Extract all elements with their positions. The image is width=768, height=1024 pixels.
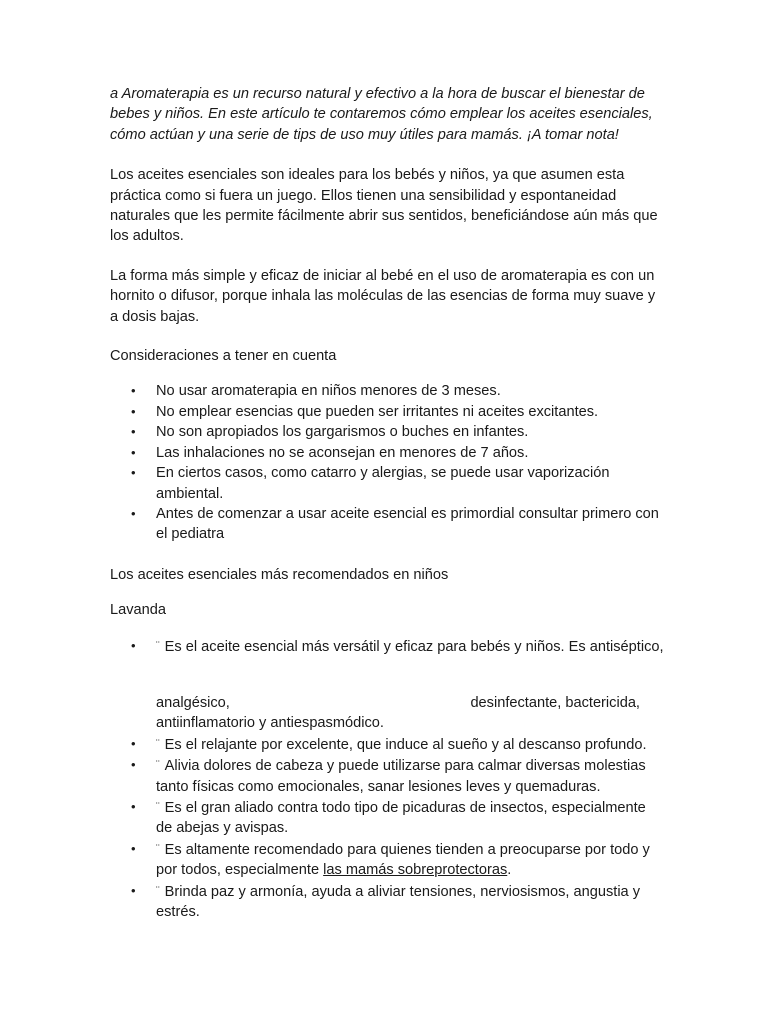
recommended-heading: Los aceites esenciales más recomendados en niños: [110, 566, 449, 583]
paragraph-diffuser: La forma más simple y eficaz de iniciar al bebé en el uso de aromaterapia es con un hornito o difusor, porque inhala las moléculas de las esencias de forma muy suave y a dosis bajas.: [110, 267, 656, 325]
lead-mark-icon: ¨: [156, 842, 161, 855]
list-item: • ¨ Es el aceite esencial más versátil y eficaz para bebés y niños. Es antiséptico, analgésico, desinfectante, bactericida, antiinflamatorio y antiespasmódico.: [110, 636, 666, 734]
list-item: • No emplear esencias que pueden ser irritantes ni aceites excitantes.: [110, 402, 666, 422]
bullet-icon: •: [131, 505, 136, 521]
bullet-icon: •: [131, 735, 136, 751]
lead-mark-icon: ¨: [156, 639, 161, 652]
bullet-icon: •: [131, 383, 136, 399]
lead-mark-icon: ¨: [156, 759, 161, 772]
bullet-icon: •: [131, 403, 136, 419]
lavanda-list: [110, 636, 666, 923]
paragraph-children-ideal: Los aceites esenciales son ideales para los bebés y niños, ya que asumen esta práctica como si fuera un juego. Ellos tienen una sensibilidad y espontaneidad naturales que les permite fácilmente abrir sus sentidos, beneficiándose aún más que los adultos.: [110, 167, 658, 245]
list-item: • No usar aromaterapia en niños menores de 3 meses.: [110, 381, 666, 401]
lavanda-heading: Lavanda: [110, 602, 166, 619]
bullet-icon: •: [131, 637, 136, 653]
list-item: • ¨ Es el gran aliado contra todo tipo de picaduras de insectos, especialmente de abejas y avispas.: [131, 798, 646, 837]
overprotective-moms-link[interactable]: las mamás sobreprotectoras: [323, 862, 508, 879]
list-item: • Antes de comenzar a usar aceite esencial es primordial consultar primero con el pediatra: [131, 505, 659, 543]
list-item: • No son apropiados los gargarismos o buches en infantes.: [110, 422, 666, 442]
bullet-icon: •: [131, 465, 136, 481]
bullet-icon: •: [131, 798, 136, 814]
considerations-list: [110, 381, 666, 544]
list-item: • ¨ Alivia dolores de cabeza y puede utilizarse para calmar diversas molestias tanto físicas como emocionales, sanar lesiones leves y quemaduras.: [131, 757, 646, 795]
list-item: • En ciertos casos, como catarro y alergias, se puede usar vaporización ambiental.: [131, 465, 610, 502]
bullet-icon: •: [131, 757, 136, 773]
list-item: • ¨ Brinda paz y armonía, ayuda a aliviar tensiones, nerviosismos, angustia y estrés.: [131, 882, 641, 920]
bullet-icon: •: [131, 444, 136, 460]
considerations-heading: Consideraciones a tener en cuenta: [110, 348, 337, 365]
list-item: • ¨ Es el relajante por excelente, que induce al sueño y al descanso profundo.: [131, 735, 647, 753]
bullet-icon: •: [131, 882, 136, 898]
list-item: • ¨ Es altamente recomendado para quienes tienden a preocuparse por todo y por todos, especialmente las mamás sobreprotectoras.: [131, 840, 650, 879]
lead-mark-icon: ¨: [156, 884, 161, 897]
list-item: • Las inhalaciones no se aconsejan en menores de 7 años.: [110, 443, 666, 463]
bullet-icon: •: [131, 424, 136, 440]
bullet-icon: •: [131, 840, 136, 856]
document-page: [110, 84, 666, 942]
lead-mark-icon: ¨: [156, 737, 161, 750]
intro-paragraph: a Aromaterapia es un recurso natural y efectivo a la hora de buscar el bienestar de bebes y niños. En este artículo te contaremos cómo emplear los aceites esenciales, cómo actúan y una serie de tips de uso muy útiles para mamás. ¡A tomar nota!: [110, 86, 653, 143]
spacer: [156, 657, 666, 693]
lead-mark-icon: ¨: [156, 800, 161, 813]
